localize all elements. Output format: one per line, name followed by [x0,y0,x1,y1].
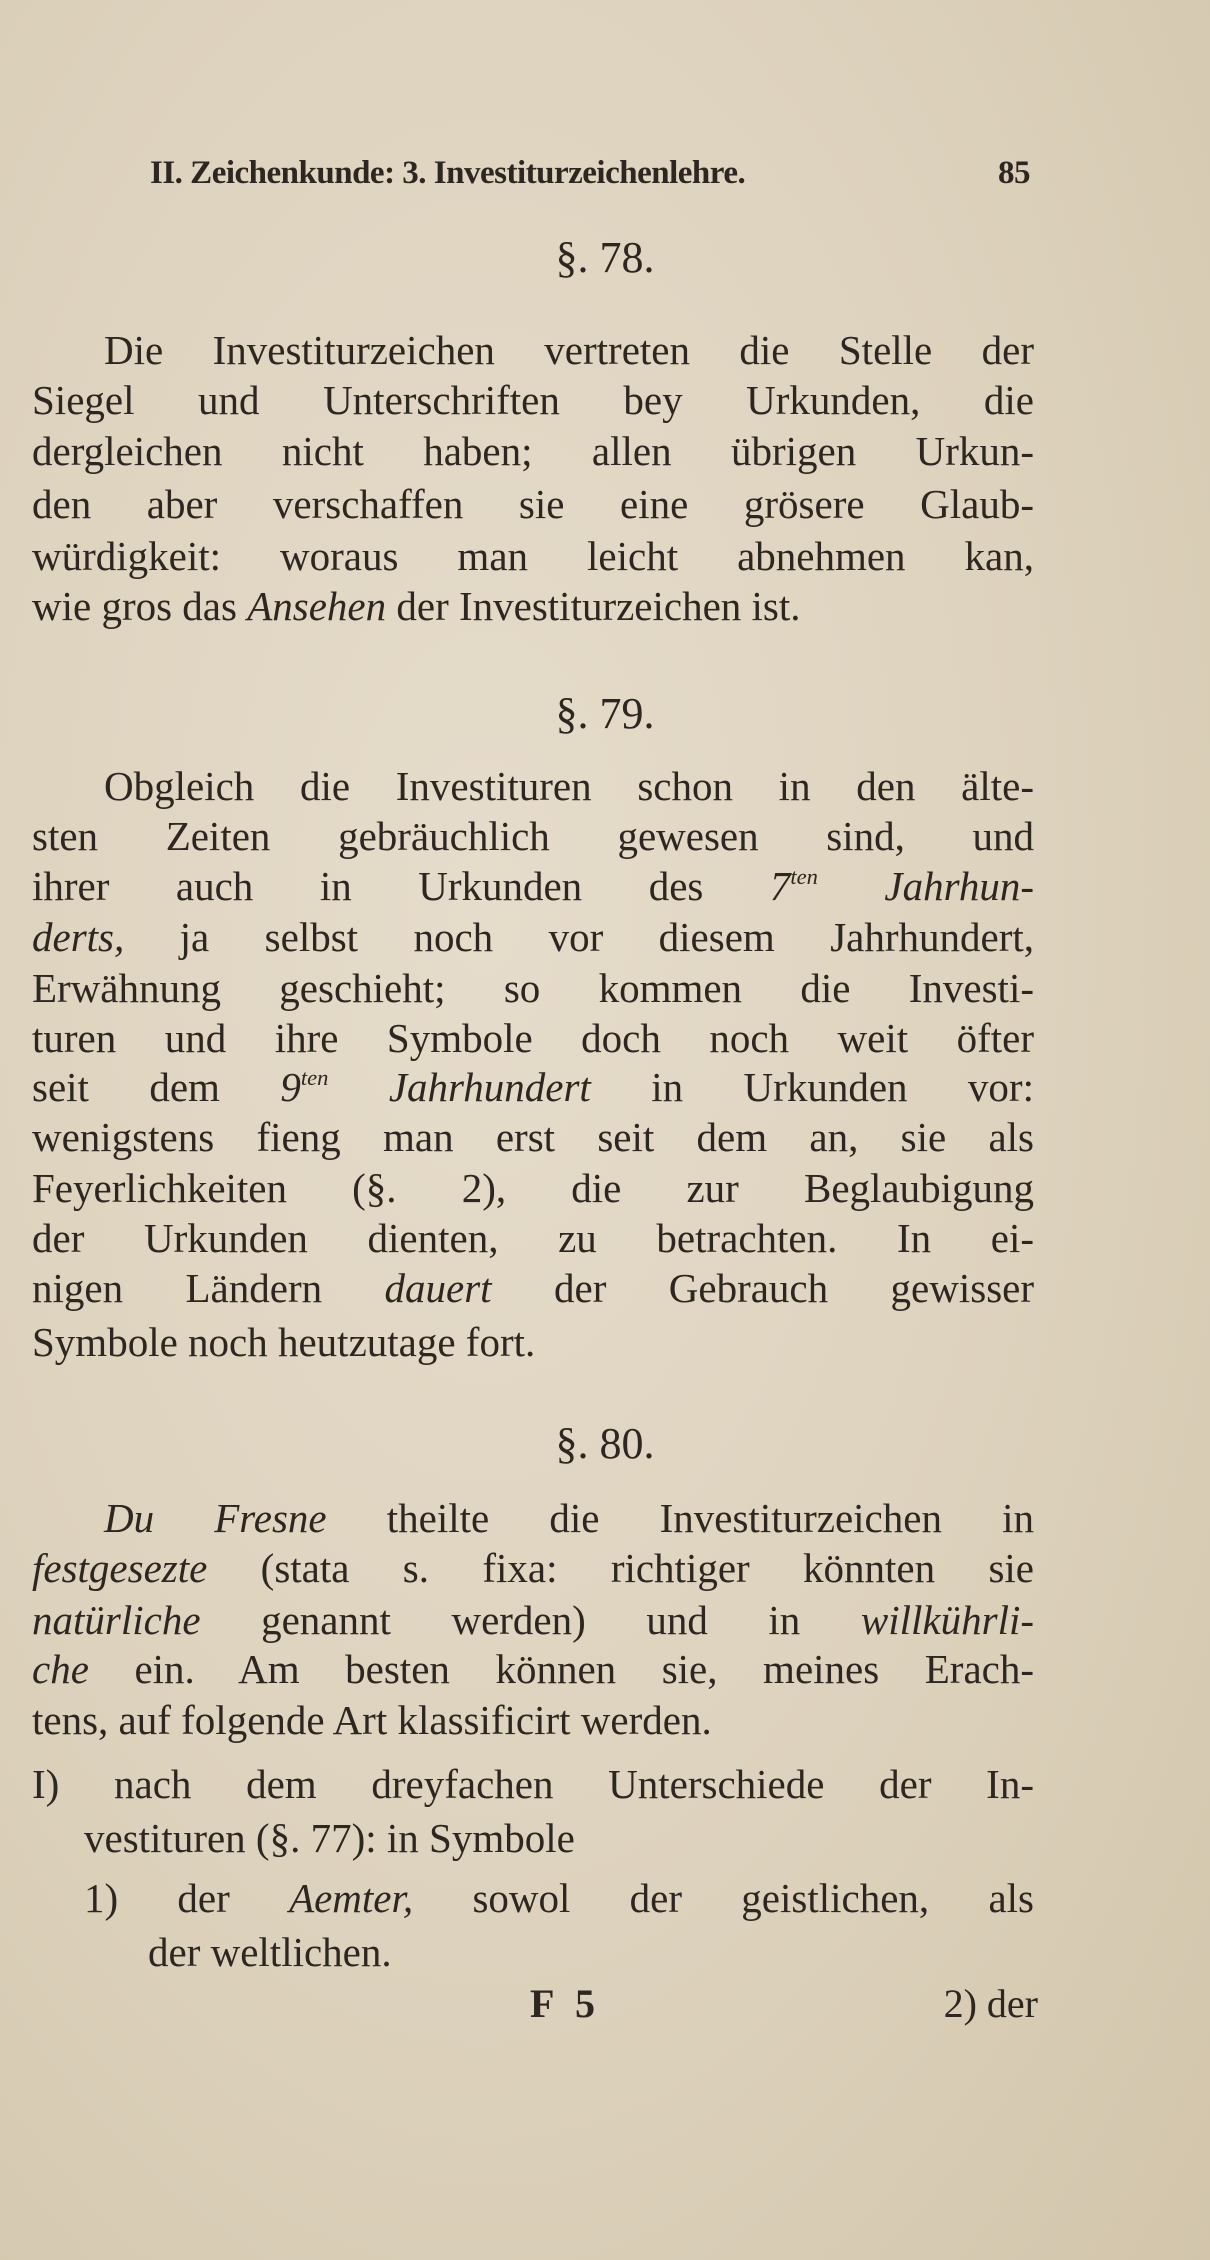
text-segment: 1) der [84,1875,290,1921]
text-line [32,1214,1034,1262]
text-line [32,582,1034,630]
text-segment: ihrer auch in Urkunden des [32,863,770,909]
text-line [32,1014,1034,1062]
text-line [104,762,1034,810]
text-segment: genannt werden) und in [200,1597,861,1643]
italic-text: Jahrhun- [817,863,1035,909]
text-line [32,812,1034,860]
text-segment: ja selbst noch vor diesem Jahrhundert, [124,914,1034,960]
text-line [32,1264,1034,1312]
text-line [32,1696,1034,1744]
text-line [32,532,1034,580]
running-head-title: II. Zeichenkunde: 3. Investiturzeichenlehre. [150,155,746,191]
italic-text: Jahrhundert [328,1064,591,1110]
text-segment: sten Zeiten gebräuchlich gewesen sind, und [32,813,1034,859]
text-segment: (stata s. fixa: richtiger könnten sie [207,1545,1034,1591]
text-line [32,427,1034,475]
text-segment: Feyerlichkeiten (§. 2), die zur Beglaubigung [32,1165,1034,1211]
italic-text: festgesezte [32,1545,208,1591]
text-segment: ein. Am besten können sie, meines Erach- [88,1646,1034,1692]
text-line [32,1113,1034,1161]
text-segment: Symbole noch heutzutage fort. [32,1319,536,1365]
italic-text: derts, [32,914,125,960]
text-segment: der Investiturzeichen ist. [386,583,801,629]
text-line [32,480,1034,528]
superscript: ten [790,864,818,890]
signature-mark: F 5 [530,1981,601,2026]
italic-text: che [32,1646,89,1692]
text-segment: würdigkeit: woraus man leicht abnehmen kan, [32,533,1034,579]
text-line [148,1928,1034,1976]
text-line [32,1760,1034,1808]
text-segment: vestituren (§. 77): in Symbole [84,1815,575,1861]
text-line [84,1814,1034,1862]
text-line [32,913,1034,961]
text-segment: I) nach dem dreyfachen Unterschiede der In- [32,1761,1034,1807]
text-segment: der weltlichen. [148,1929,392,1975]
italic-text: 9 [280,1064,301,1110]
text-line [104,326,1034,374]
italic-text: 7 [769,863,791,909]
italic-text: willkührli- [860,1597,1034,1643]
text-segment: Obgleich die Investituren schon in den älte- [104,763,1034,809]
text-line [32,1544,1034,1592]
text-line [32,1063,1034,1111]
running-head [150,155,1030,192]
text-segment: wenigstens fieng man erst seit dem an, sie als [32,1114,1034,1160]
text-line [32,1596,1034,1644]
italic-text: Du Fresne [104,1495,327,1541]
section-heading: §. 78. [555,233,655,282]
text-line [32,964,1034,1012]
text-segment: der Gebrauch gewisser [491,1265,1035,1311]
text-segment: theilte die Investiturzeichen in [326,1495,1034,1541]
italic-text: natürliche [32,1597,201,1643]
text-line [32,1164,1034,1212]
italic-text: dauert [384,1265,492,1311]
italic-text: Ansehen [247,583,387,629]
text-segment: der Urkunden dienten, zu betrachten. In ei- [32,1215,1034,1261]
superscript: ten [300,1065,329,1091]
text-line [104,1494,1034,1542]
section-heading: §. 79. [555,689,655,738]
text-line [32,1645,1034,1693]
text-segment: tens, auf folgende Art klassificirt werden. [32,1697,712,1743]
text-segment: nigen Ländern [32,1265,385,1311]
text-line [84,1874,1034,1922]
text-segment: in Urkunden vor: [590,1064,1034,1110]
text-line [32,376,1034,424]
text-segment: wie gros das [32,583,248,629]
text-segment: sowol der geistlichen, als [413,1875,1034,1921]
text-segment: dergleichen nicht haben; allen übrigen Urkun- [32,428,1034,474]
text-segment: Siegel und Unterschriften bey Urkunden, die [32,377,1034,423]
text-segment: seit dem [32,1064,281,1110]
page-number: 85 [998,155,1030,191]
text-segment: Erwähnung geschieht; so kommen die Investi- [32,965,1034,1011]
text-line [32,1318,1034,1366]
section-heading: §. 80. [555,1419,655,1468]
text-segment: Die Investiturzeichen vertreten die Stelle der [104,327,1034,373]
italic-text: Aemter, [289,1875,414,1921]
text-line [32,862,1034,910]
catchword: 2) der [943,1981,1038,2026]
text-segment: turen und ihre Symbole doch noch weit öfter [32,1015,1034,1061]
text-segment: den aber verschaffen sie eine grösere Glaub- [32,481,1034,527]
